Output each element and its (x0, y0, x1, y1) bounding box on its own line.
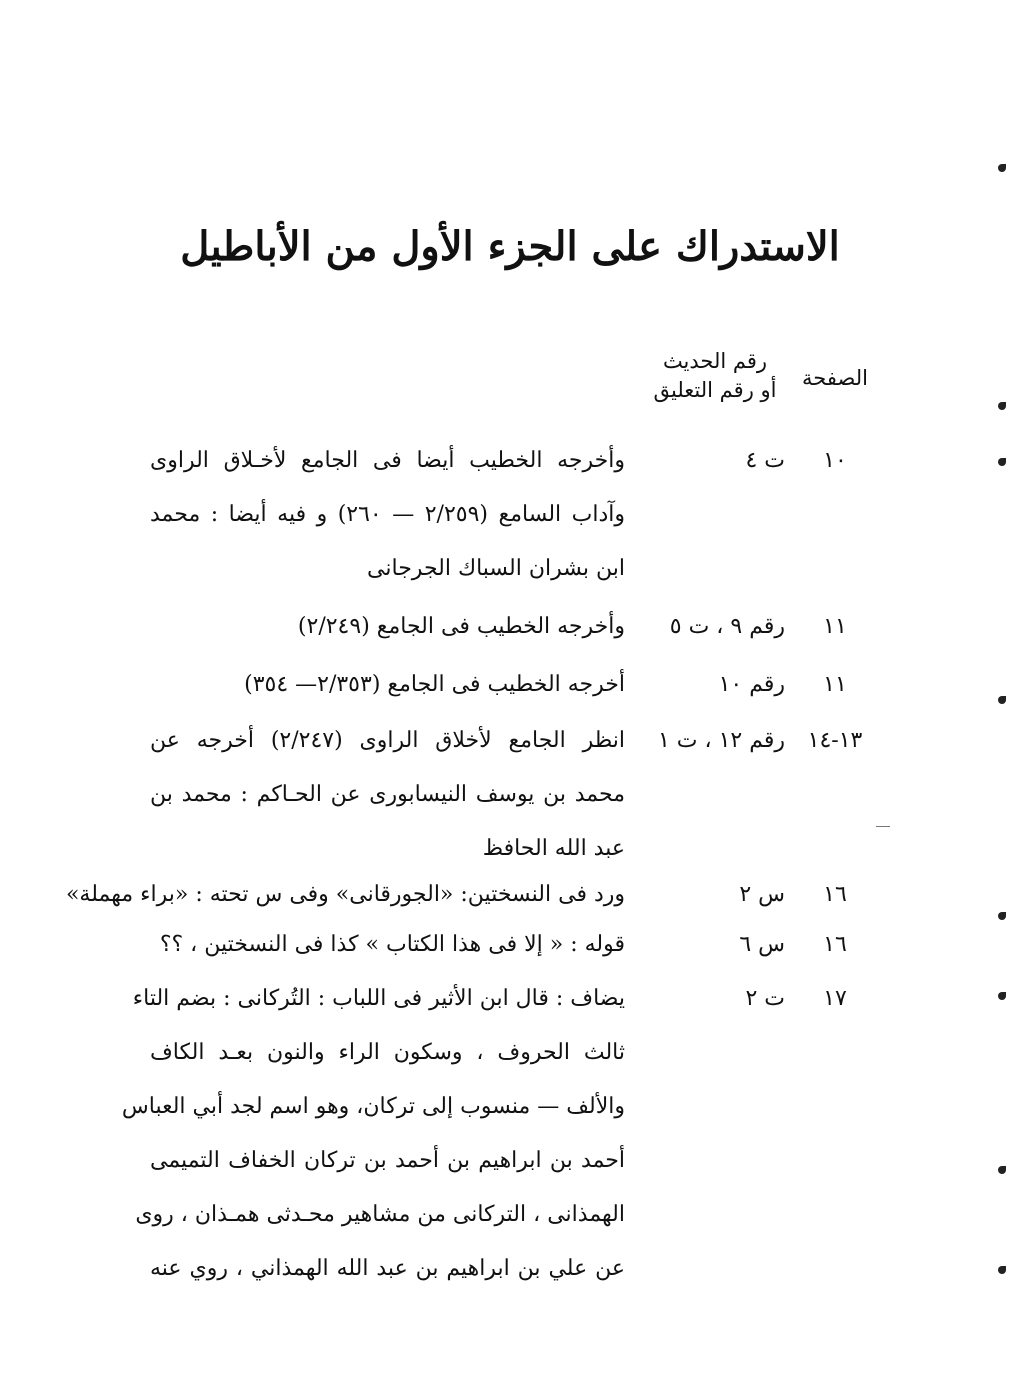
entry-text-line: ورد فى النسختين: «الجورقانى» وفى س تحته : «براء مهملة» (65, 882, 625, 907)
entry-text-line: عبد الله الحافظ (482, 836, 625, 861)
entry-page: ١٦ (823, 882, 847, 907)
entry-page: ١٦ (823, 932, 847, 957)
entry-text-line: وأخرجه الخطيب أيضا فى الجامع لأخـلاق الراوى (150, 448, 625, 473)
entry-text-line: أخرجه الخطيب فى الجامع (٢/٣٥٣— ٣٥٤) (244, 672, 625, 697)
margin-mark (998, 1166, 1006, 1174)
entry-page: ١٠ (823, 448, 847, 473)
margin-mark (998, 164, 1006, 172)
margin-mark (998, 402, 1006, 410)
entry-text-line: والألف — منسوب إلى تركان، وهو اسم لجد أبي العباس (121, 1094, 625, 1119)
entry-text-line: وآداب السامع (٢/٢٥٩ — ٢٦٠) و فيه أيضا : محمد (150, 502, 625, 527)
margin-mark (998, 992, 1006, 1000)
entry-ref: رقم ١٠ (718, 672, 785, 697)
page-title: الاستدراك على الجزء الأول من الأباطيل (180, 223, 840, 270)
entry-text-line: انظر الجامع لأخلاق الراوى (٢/٢٤٧) أخرجه عن (150, 728, 625, 753)
entry-text-line: ثالث الحروف ، وسكون الراء والنون بعـد الكاف (150, 1040, 625, 1065)
column-header-page: الصفحة (802, 366, 868, 390)
margin-mark (998, 696, 1006, 704)
entry-text (150, 600, 625, 654)
entry-ref: س ٢ (739, 882, 785, 907)
margin-mark (998, 912, 1006, 920)
entry-text-line: يضاف : قال ابن الأثير فى اللباب : التُركانى : بضم التاء (132, 986, 625, 1011)
column-header-hadith-number-line1: رقم الحديث (662, 349, 768, 373)
entry-text (150, 434, 625, 596)
entry-text (150, 714, 625, 876)
entry-page: ١١ (823, 672, 847, 697)
entry-text-line: محمد بن يوسف النيسابورى عن الحـاكم : محمد بن (150, 782, 625, 807)
margin-mark (998, 1266, 1006, 1274)
margin-mark (998, 458, 1006, 466)
column-header-hadith-number (650, 347, 780, 405)
entry-text-line: وأخرجه الخطيب فى الجامع (٢/٢٤٩) (297, 614, 625, 639)
entry-ref: س ٦ (739, 932, 785, 957)
entry-ref: ت ٤ (745, 448, 785, 473)
column-header-hadith-number-line2: أو رقم التعليق (653, 378, 777, 402)
entry-text (65, 868, 625, 922)
entry-ref: رقم ١٢ ، ت ١ (657, 728, 785, 753)
entry-text (150, 658, 625, 712)
entry-text-line: عن علي بن ابراهيم بن عبد الله الهمذاني ، روي عنه (150, 1256, 625, 1281)
entry-page: ١٧ (823, 986, 847, 1011)
stray-dash (876, 826, 890, 827)
entry-page: ١٣-١٤ (807, 728, 863, 753)
entry-text-line: قوله : « إلا فى هذا الكتاب » كذا فى النسختين ، ؟؟ (159, 932, 625, 957)
entry-text (121, 972, 625, 1296)
entry-page: ١١ (823, 614, 847, 639)
entry-text-line: الهمذانى ، التركانى من مشاهير محـدثى همـذان ، روى (135, 1202, 625, 1227)
entry-ref: ت ٢ (745, 986, 785, 1011)
entry-text-line: ابن بشران السباك الجرجانى (367, 556, 625, 581)
entry-text (150, 918, 625, 972)
entry-ref: رقم ٩ ، ت ٥ (669, 614, 785, 639)
entry-text-line: أحمد بن ابراهيم بن أحمد بن تركان الخفاف التميمى (150, 1148, 625, 1173)
